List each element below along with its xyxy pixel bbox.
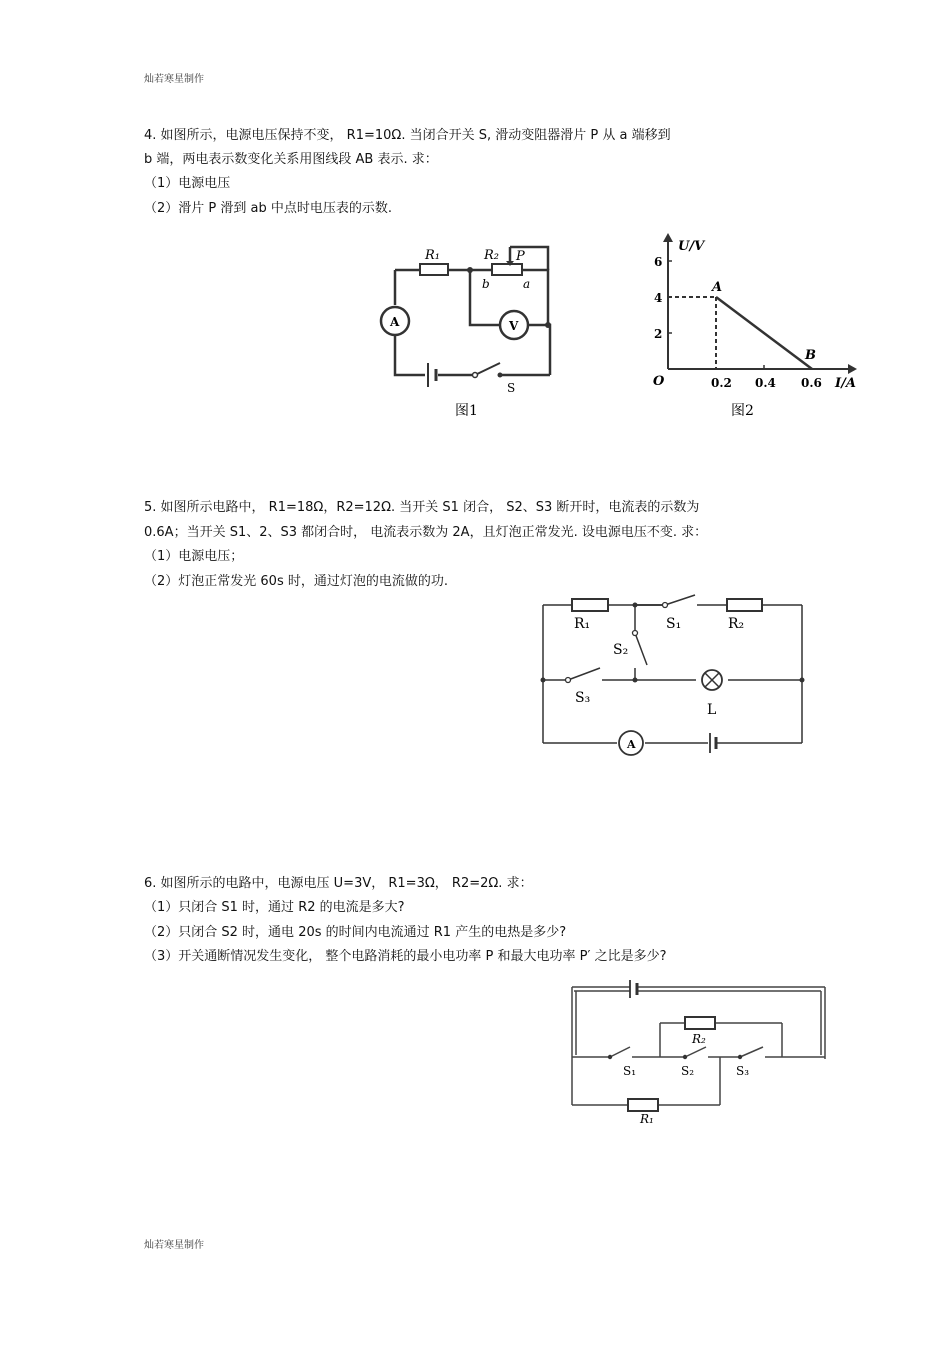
q4-fig1-ammeter-label: A [390, 315, 400, 329]
q6-line-2: （1）只闭合 S1 时，通过 R2 的电流是多大? [144, 900, 405, 915]
q6-line-1: 6. 如图所示的电路中，电源电压 U=3V， R1=3Ω， R2=2Ω. 求： [144, 876, 533, 891]
q4-figure1-circuit [370, 235, 570, 430]
q6-label-s1: S₁ [623, 1064, 637, 1078]
q5-line-1: 5. 如图所示电路中， R1=18Ω，R2=12Ω. 当开关 S1 闭合， S2、S3 断开时，电流表的示数为 [144, 500, 700, 515]
q4-line-1: 4. 如图所示，电源电压保持不变， R1=10Ω. 当闭合开关 S, 滑动变阻器滑片 P 从 a 端移到 [144, 128, 671, 143]
q4-fig1-label-r2: R₂ [484, 248, 499, 263]
q4-fig2-point-b: B [805, 348, 816, 363]
q5-line-2: 0.6A；当开关 S1、2、S3 都闭合时， 电流表示数为 2A，且灯泡正常发光. 设电源电压不变. 求： [144, 525, 708, 540]
q6-label-s3: S₃ [736, 1064, 750, 1078]
q5-line-4: （2）灯泡正常发光 60s 时，通过灯泡的电流做的功. [144, 574, 448, 589]
q4-fig2-ytick-6: 6 [654, 255, 663, 269]
q4-fig2-xlabel: I/A [835, 376, 856, 391]
q4-fig2-xtick-0-2: 0.2 [711, 376, 732, 390]
q5-label-s3: S₃ [575, 690, 591, 706]
q4-fig2-ytick-2: 2 [654, 327, 663, 341]
q4-fig2-xtick-0-4: 0.4 [755, 376, 776, 390]
q4-fig1-label-r1: R₁ [425, 248, 440, 263]
page-footer: 灿若寒星制作 [144, 1240, 204, 1251]
q6-line-3: （2）只闭合 S2 时，通电 20s 的时间内电流通过 R1 产生的电热是多少? [144, 925, 567, 940]
q5-label-lamp: L [707, 702, 717, 718]
q6-label-r1: R₁ [640, 1112, 654, 1126]
q4-line-3: （1）电源电压 [144, 176, 231, 191]
page-header: 灿若寒星制作 [144, 74, 204, 85]
q4-fig1-label-a: a [523, 277, 531, 291]
q6-label-r2: R₂ [692, 1032, 706, 1046]
q4-figure2-graph [645, 225, 865, 430]
q6-circuit [560, 975, 835, 1130]
q4-line-2: b 端，两电表示数变化关系用图线段 AB 表示. 求： [144, 152, 438, 167]
q4-fig2-caption: 图2 [731, 403, 754, 419]
q5-ammeter-label: A [627, 738, 636, 751]
q4-fig1-label-b: b [482, 277, 490, 291]
q4-fig1-caption: 图1 [455, 403, 478, 419]
q4-fig1-voltmeter-label: V [509, 319, 519, 333]
q5-label-s1: S₁ [666, 616, 682, 632]
q4-fig2-xtick-0-6: 0.6 [801, 376, 822, 390]
q4-line-4: （2）滑片 P 滑到 ab 中点时电压表的示数. [144, 201, 392, 216]
q4-fig2-origin: O [653, 374, 665, 389]
q4-fig2-ytick-4: 4 [654, 291, 663, 305]
q4-fig2-ylabel: U/V [678, 239, 705, 254]
q4-fig1-label-p: P [516, 249, 525, 264]
q5-circuit [530, 590, 820, 765]
q6-line-4: （3）开关通断情况发生变化， 整个电路消耗的最小电功率 P 和最大电功率 P′ 之比是多少? [144, 949, 667, 964]
q5-label-r2: R₂ [728, 616, 745, 632]
q4-fig1-switch-label: S [507, 381, 516, 395]
q5-label-s2: S₂ [613, 642, 629, 658]
q5-label-r1: R₁ [574, 616, 591, 632]
q4-fig2-point-a: A [712, 280, 723, 295]
q5-line-3: （1）电源电压； [144, 549, 244, 564]
q6-label-s2: S₂ [681, 1064, 695, 1078]
